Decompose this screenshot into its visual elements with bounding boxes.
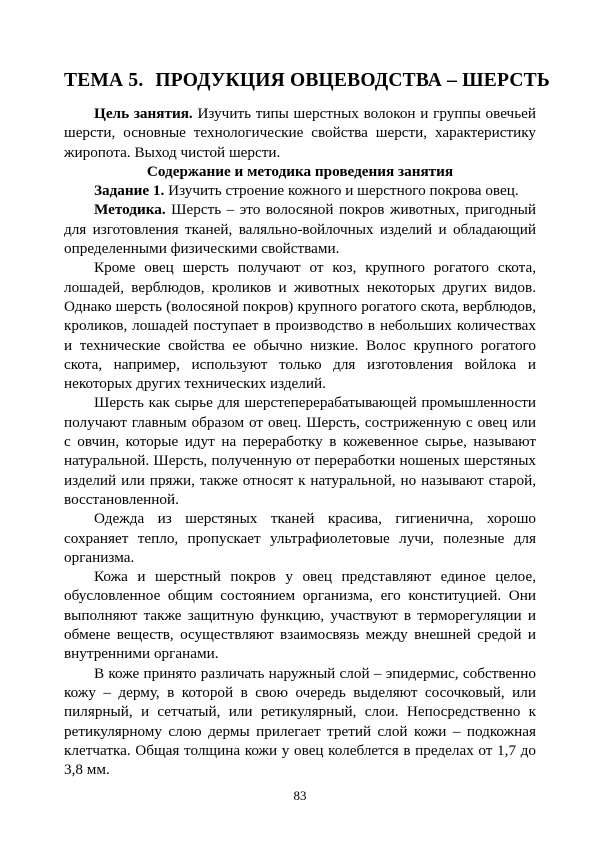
goal-paragraph <box>64 104 536 162</box>
method-label: Методика. <box>94 201 166 219</box>
chapter-number: ТЕМА 5. <box>64 70 144 91</box>
paragraph: Шерсть как сырье для шерстеперерабатывающей промышленности получают главным образом от овец. Шерсть, состриженную с овец или с овчин, которые идут на переработку в кожевенное сырье, называют натуральной. Шерсть, полученную от переработки ношеных шерстяных изделий или пряжи, также относят к натуральной, но называют старой, восстановленной. <box>64 394 536 508</box>
chapter-title-text: ПРОДУКЦИЯ ОВЦЕВОДСТВА – ШЕРСТЬ <box>155 70 550 91</box>
paragraph: Одежда из шерстяных тканей красива, гигиенична, хорошо сохраняет тепло, пропускает ультрафиолетовые лучи, полезные для организма. <box>64 510 536 566</box>
goal-text: Изучить типы шерстных волокон и группы овечьей шерсти, основные технологические свойства шерсти, характеристику жиропота. Выход чистой шерсти. <box>64 105 536 161</box>
goal-label: Цель занятия. <box>94 105 193 122</box>
paragraph: В коже принято различать наружный слой – эпидермис, собственно кожу – дерму, в которой в свою очередь выделяют сосочковый, или пилярный, и сетчатый, или ретикулярный, слои. Непосредственно к ретикулярному слою дермы прилегает третий слой кожи – подкожная клетчатка. Общая толщина кожи у овец колеблется в пределах от 1,7 до 3,8 мм. <box>64 664 536 779</box>
paragraph: Кожа и шерстный покров у овец представляют единое целое, обусловленное общим состоянием организма, его конституцией. Они выполняют также защитную функцию, участвуют в терморегуляции и обмене веществ, осуществляют взаимосвязь между внешней средой и внутренними органами. <box>64 568 536 663</box>
section-heading: Содержание и методика проведения занятия <box>146 162 454 180</box>
task-paragraph <box>64 181 536 200</box>
chapter-title <box>64 70 564 92</box>
task-label: Задание 1. <box>94 182 165 200</box>
method-paragraph <box>64 200 536 258</box>
task-text: Изучить строение кожного и шерстного покрова овец. <box>168 182 519 200</box>
body-text <box>64 104 536 779</box>
paragraph: Кроме овец шерсть получают от коз, крупного рогатого скота, лошадей, верблюдов, кроликов и животных некоторых других видов. Однако шерсть (волосяной покров) крупного рогатого скота, верблюдов, кроликов, лошадей поступает в производство в небольших количествах и технические свойства ее обычно низкие. Волос крупного рогатого скота, например, используют только для изготовления войлока и некоторых других технических изделий. <box>64 259 536 393</box>
page-number: 83 <box>293 788 307 803</box>
method-text: Шерсть – это волосяной покров животных, пригодный для изготовления тканей, валяльно-войлочных изделий и обладающий определенными физическими свойствами. <box>64 201 536 258</box>
